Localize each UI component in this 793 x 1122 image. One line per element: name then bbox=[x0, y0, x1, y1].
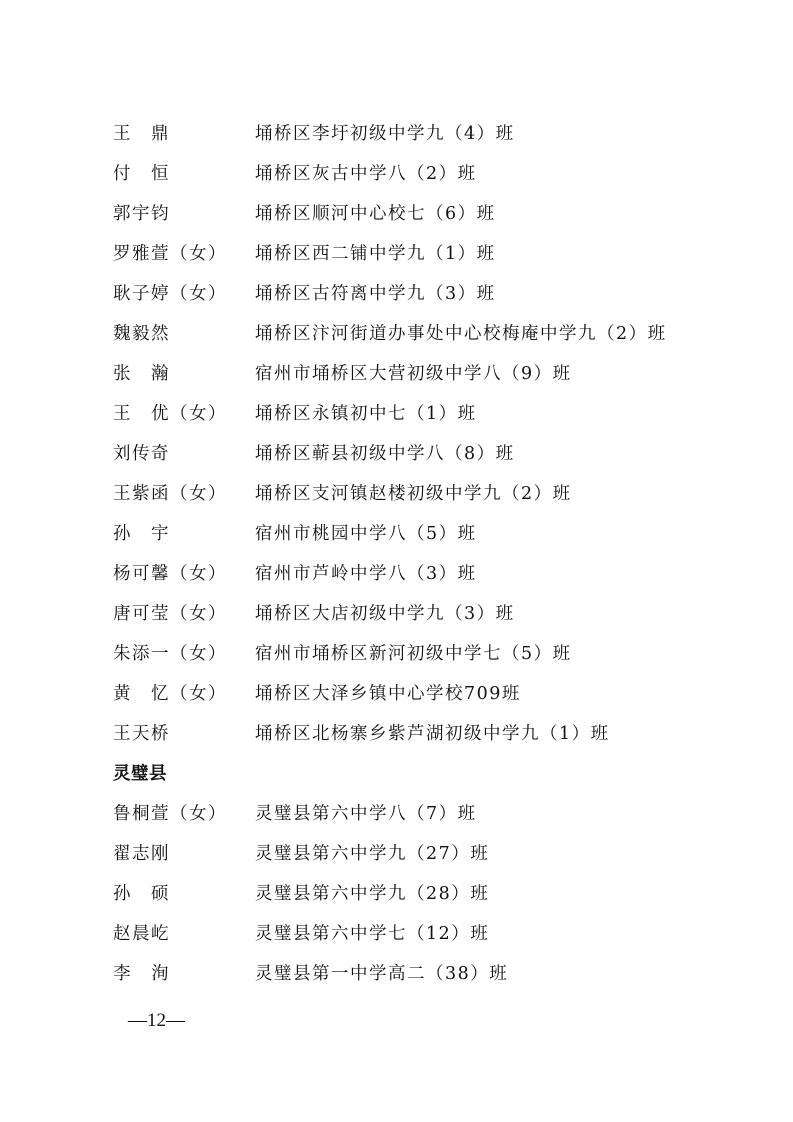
list-item bbox=[113, 114, 713, 154]
student-name: 孙 硕 bbox=[113, 884, 170, 904]
school-class: 宿州市芦岭中学八（3）班 bbox=[255, 564, 477, 584]
school-class: 埇桥区北杨寨乡紫芦湖初级中学九（1）班 bbox=[255, 724, 610, 744]
list-item bbox=[113, 834, 713, 874]
school-class: 埇桥区李圩初级中学九（4）班 bbox=[255, 124, 515, 144]
student-name: 孙 宇 bbox=[113, 524, 170, 544]
school-class: 灵璧县第六中学七（12）班 bbox=[255, 924, 490, 944]
student-name: 黄 忆（女） bbox=[113, 684, 227, 704]
student-name: 魏毅然 bbox=[113, 324, 170, 344]
list-item bbox=[113, 794, 713, 834]
list-item bbox=[113, 674, 713, 714]
list-item bbox=[113, 394, 713, 434]
school-class: 灵璧县第六中学八（7）班 bbox=[255, 804, 477, 824]
student-name: 罗雅萱（女） bbox=[113, 244, 227, 264]
list-item bbox=[113, 514, 713, 554]
entry-list bbox=[113, 114, 713, 994]
school-class: 灵璧县第六中学九（27）班 bbox=[255, 844, 490, 864]
school-class: 埇桥区大泽乡镇中心学校709班 bbox=[255, 684, 521, 704]
list-item bbox=[113, 594, 713, 634]
student-name: 郭宇钧 bbox=[113, 204, 170, 224]
school-class: 埇桥区大店初级中学九（3）班 bbox=[255, 604, 515, 624]
school-class: 宿州市桃园中学八（5）班 bbox=[255, 524, 477, 544]
student-name: 王 优（女） bbox=[113, 404, 227, 424]
school-class: 埇桥区永镇初中七（1）班 bbox=[255, 404, 477, 424]
school-class: 埇桥区蕲县初级中学八（8）班 bbox=[255, 444, 515, 464]
list-item bbox=[113, 434, 713, 474]
school-class: 埇桥区顺河中心校七（6）班 bbox=[255, 204, 496, 224]
school-class: 埇桥区灰古中学八（2）班 bbox=[255, 164, 477, 184]
school-class: 灵璧县第六中学九（28）班 bbox=[255, 884, 490, 904]
school-class: 埇桥区支河镇赵楼初级中学九（2）班 bbox=[255, 484, 572, 504]
page-number: —12— bbox=[128, 1010, 185, 1031]
school-class: 宿州市埇桥区大营初级中学八（9）班 bbox=[255, 364, 572, 384]
student-name: 耿子婷（女） bbox=[113, 284, 227, 304]
list-item bbox=[113, 474, 713, 514]
student-name: 杨可馨（女） bbox=[113, 564, 227, 584]
list-item bbox=[113, 874, 713, 914]
list-item bbox=[113, 554, 713, 594]
section-heading: 灵璧县 bbox=[113, 764, 167, 784]
student-name: 刘传奇 bbox=[113, 444, 170, 464]
student-name: 朱添一（女） bbox=[113, 644, 227, 664]
list-item bbox=[113, 314, 713, 354]
student-name: 张 瀚 bbox=[113, 364, 170, 384]
list-item bbox=[113, 234, 713, 274]
school-class: 灵璧县第一中学高二（38）班 bbox=[255, 964, 509, 984]
list-item bbox=[113, 194, 713, 234]
student-name: 李 洵 bbox=[113, 964, 170, 984]
student-name: 王天桥 bbox=[113, 724, 170, 744]
list-item bbox=[113, 954, 713, 994]
list-item bbox=[113, 914, 713, 954]
student-name: 王 鼎 bbox=[113, 124, 170, 144]
student-name: 付 恒 bbox=[113, 164, 170, 184]
school-class: 埇桥区汴河街道办事处中心校梅庵中学九（2）班 bbox=[255, 324, 667, 344]
school-class: 埇桥区西二铺中学九（1）班 bbox=[255, 244, 496, 264]
list-item bbox=[113, 714, 713, 754]
list-item bbox=[113, 154, 713, 194]
list-item bbox=[113, 634, 713, 674]
student-name: 翟志刚 bbox=[113, 844, 170, 864]
school-class: 宿州市埇桥区新河初级中学七（5）班 bbox=[255, 644, 572, 664]
student-name: 鲁桐萱（女） bbox=[113, 804, 227, 824]
student-name: 赵晨屹 bbox=[113, 924, 170, 944]
student-name: 唐可莹（女） bbox=[113, 604, 227, 624]
school-class: 埇桥区古符离中学九（3）班 bbox=[255, 284, 496, 304]
list-item bbox=[113, 274, 713, 314]
student-name: 王紫函（女） bbox=[113, 484, 227, 504]
list-item bbox=[113, 354, 713, 394]
